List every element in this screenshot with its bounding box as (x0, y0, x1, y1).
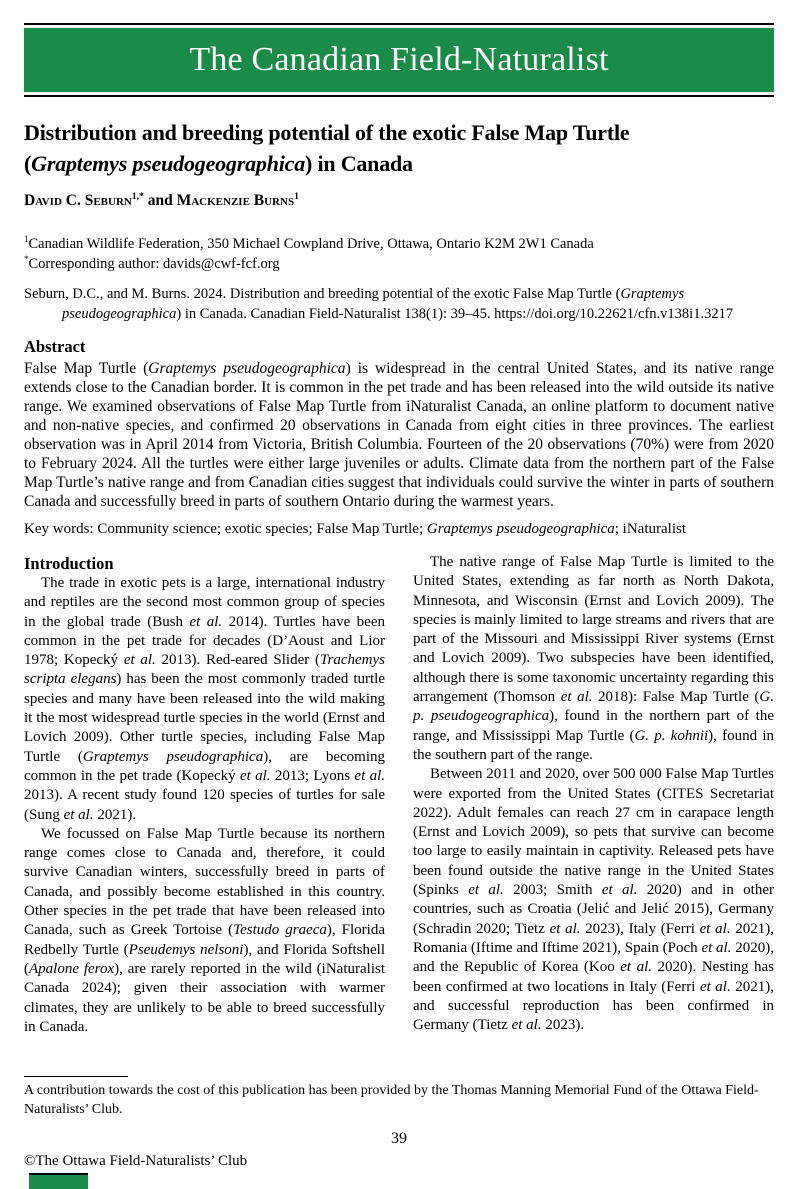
journal-name: The Canadian Field-Naturalist (189, 41, 609, 78)
footnote-text: A contribution towards the cost of this publication has been provided by the Thomas Manning Memorial Fund of the Ottawa Field-Naturalists’ Club. (24, 1083, 759, 1117)
corresponding-author-line: *Corresponding author: davids@cwf-fcf.org (24, 254, 280, 272)
page-number: 39 (391, 1130, 407, 1147)
article-title-line-1: Distribution and breeding potential of the exotic False Map Turtle (24, 120, 630, 145)
journal-banner-bar (24, 28, 774, 92)
keywords-line: Key words: Community science; exotic species; False Map Turtle; Graptemys pseudogeographica; iNaturalist (24, 521, 687, 537)
funding-footnote (24, 1076, 774, 1119)
page-content (24, 0, 774, 1037)
abstract-heading: Abstract (24, 337, 86, 356)
intro-paragraph-3: The native range of False Map Turtle is limited to the United States, extending as far north as North Dakota, Minnesota, and Wisconsin (Ernst and Lovich 2009). The species is mainly limited to large streams and rivers that are part of the Missouri and Mississippi River systems (Ernst and Lovich 2009). Two subspecies have been identified, although there is some taxonomic uncertainty regarding this arrangement (Thomson et al. 2018): False Map Turtle (G. p. pseudogeographica), found in the northern part of the range, and Mississippi Map Turtle (G. p. kohnii), found in the southern part of the range. (413, 554, 775, 763)
right-column (413, 553, 774, 1037)
next-page-banner-edge (29, 1173, 88, 1189)
copyright-line: ©The Ottawa Field-Naturalists’ Club (24, 1153, 248, 1169)
introduction-heading: Introduction (24, 554, 114, 573)
banner-top-rule (24, 23, 774, 25)
intro-paragraph-4: Between 2011 and 2020, over 500 000 False Map Turtles were exported from the United States (CITES Secretariat 2022). Adult females can reach 27 cm in carapace length (Ernst and Lovich 2009), so pets that survive can become too large to easily maintain in captivity. Released pets have been found outside the native range in the United States (Spinks et al. 2003; Smith et al. 2020) and in other countries, such as Croatia (Jelić and Jelić 2015), Germany (Schradin 2020; Tietz et al. 2023), Italy (Ferri et al. 2021), Romania (Iftime and Iftime 2021), Spain (Poch et al. 2020), and the Republic of Korea (Koo et al. 2020). Nesting has been confirmed at two locations in Italy (Ferri et al. 2021), and successful reproduction has been confirmed in Germany (Tietz et al. 2023). (413, 766, 775, 1034)
intro-paragraph-2: We focussed on False Map Turtle because its northern range comes close to Canada and, therefore, it could survive Canadian winters, successfully breed in parts of Canada, and possibly become established in this country. Other species in the pet trade that have been released into Canada, such as Greek Tortoise (Testudo graeca), Florida Redbelly Turtle (Pseudemys nelsoni), and Florida Softshell (Apalone ferox), are rarely reported in the wild (iNaturalist Canada 2024); given their association with warmer climates, they are unlikely to be able to breed successfully in Canada. (24, 825, 385, 1035)
footnote-rule (24, 1076, 128, 1077)
journal-banner (24, 0, 774, 97)
recommended-citation: Seburn, D.C., and M. Burns. 2024. Distribution and breeding potential of the exotic False Map Turtle (Graptemys pseudogeographica) in Canada. Canadian Field-Naturalist 138(1): 39–45. https://doi.org/10.22621/cfn.v138i1.3217 (24, 286, 734, 322)
abstract-text: False Map Turtle (Graptemys pseudogeographica) is widespread in the central United States, and its native range extends close to the Canadian border. It is common in the pet trade and has been released into the wild outside its native range. We examined observations of False Map Turtle from iNaturalist Canada, an online platform to document native and non-native species, and confirmed 20 observations in Canada from eight cities in three provinces. The earliest observation was in April 2014 from Victoria, British Columbia. Fourteen of the 20 observations (70%) were from 2020 to February 2024. All the turtles were either large juveniles or adults. Climate data from the northern part of the False Map Turtle’s native range and from Canadian cities suggest that individuals could survive the winter in parts of southern Canada and successfully breed in parts of southern Ontario during the warmest years. (24, 360, 774, 510)
affiliation-block (24, 234, 774, 274)
banner-bottom-rule (24, 95, 774, 97)
author-line: David C. Seburn$^{1,*}$ and Mackenzie Burns$^1$ (24, 190, 299, 209)
two-column-body (24, 553, 774, 1037)
affiliation-line: $^1$Canadian Wildlife Federation, 350 Michael Cowpland Drive, Ottawa, Ontario K2M 2W1 Canada (24, 234, 594, 252)
article-title (24, 117, 774, 179)
left-column (24, 553, 385, 1037)
article-title-line-2: (Graptemys pseudogeographica) in Canada (24, 151, 413, 176)
intro-paragraph-1: The trade in exotic pets is a large, international industry and reptiles are the second most common group of species in the global trade (Bush et al. 2014). Turtles have been common in the pet trade for decades (D’Aoust and Lior 1978; Kopecký et al. 2013). Red-eared Slider (Trachemys scripta elegans) has been the most commonly traded turtle species and many have been released into the wild making it the most widespread turtle species in the world (Ernst and Lovich 2009). Other turtle species, including False Map Turtle (Graptemys pseudographica), are becoming common in the pet trade (Kopecký et al. 2013; Lyons et al. 2013). A recent study found 120 species of turtles for sale (Sung et al. 2021). (24, 575, 386, 823)
